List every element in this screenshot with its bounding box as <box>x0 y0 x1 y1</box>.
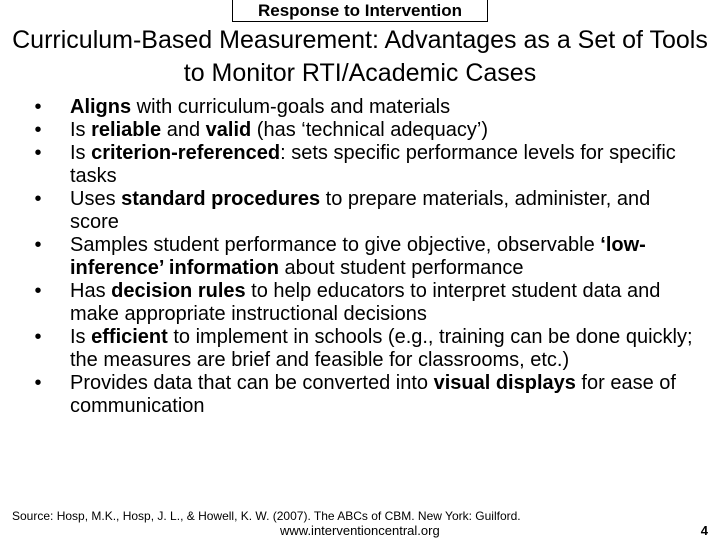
bullet-item: • Is criterion-referenced: sets specific performance levels for specific tasks <box>28 142 700 188</box>
bullet-icon: • <box>34 234 42 256</box>
bullet-item: • Aligns with curriculum-goals and materials <box>28 96 700 119</box>
header-label: Response to Intervention <box>232 0 488 22</box>
bullet-icon: • <box>34 188 42 210</box>
bullet-icon: • <box>34 280 42 302</box>
bullet-icon: • <box>34 96 42 118</box>
bullet-icon: • <box>34 372 42 394</box>
bullet-item: • Is efficient to implement in schools (e.g., training can be done quickly; the measures are brief and feasible for classrooms, etc.) <box>28 326 700 372</box>
bullet-list <box>28 96 700 418</box>
bullet-item: • Provides data that can be converted into visual displays for ease of communication <box>28 372 700 418</box>
slide-title: Curriculum-Based Measurement: Advantages as a Set of Tools to Monitor RTI/Academic Cases <box>12 26 708 87</box>
website-link[interactable]: www.interventioncentral.org <box>280 523 440 538</box>
bullet-icon: • <box>34 119 42 141</box>
bullet-item: • Is reliable and valid (has ‘technical adequacy’) <box>28 119 700 142</box>
source-citation: Source: Hosp, M.K., Hosp, J. L., & Howell, K. W. (2007). The ABCs of CBM. New York: Guilford. <box>12 509 521 523</box>
bullet-icon: • <box>34 326 42 348</box>
bullet-item: • Samples student performance to give objective, observable ‘low-inference’ information about student performance <box>28 234 700 280</box>
bullet-item: • Has decision rules to help educators to interpret student data and make appropriate instructional decisions <box>28 280 700 326</box>
bullet-icon: • <box>34 142 42 164</box>
page-number: 4 <box>700 523 708 538</box>
bullet-item: • Uses standard procedures to prepare materials, administer, and score <box>28 188 700 234</box>
